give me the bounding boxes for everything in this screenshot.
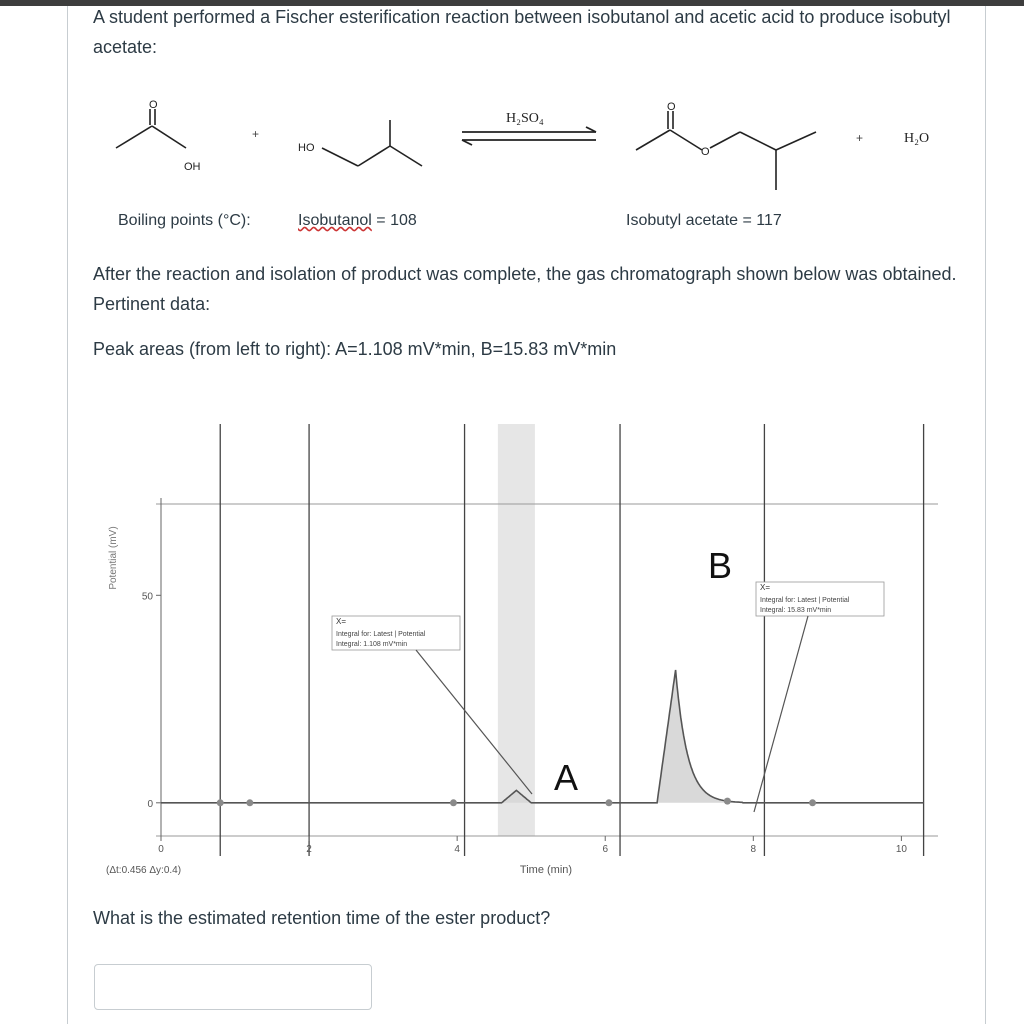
peak-b-fill [657, 670, 742, 803]
peak-a-annotation-marker: X= [336, 617, 347, 626]
chromatograph-intro: After the reaction and isolation of product was complete, the gas chromatograph shown below was obtained. Pertinent data: [93, 264, 957, 314]
peak-a-annotation-line1: Integral for: Latest | Potential [336, 631, 426, 638]
ester-carbonyl-o: O [667, 101, 676, 113]
peak-b-letter: B [708, 545, 733, 586]
trace-marker-3 [605, 799, 612, 806]
content-right-border [985, 6, 986, 1024]
acid-carbonyl-o: O [149, 99, 158, 111]
question-prompt: What is the estimated retention time of the ester product? [93, 908, 551, 928]
plus-sign-1: + [252, 127, 260, 141]
x-axis-label: Time (min) [519, 864, 573, 876]
answer-input[interactable] [94, 964, 372, 1010]
trace-marker-5 [809, 799, 816, 806]
x-tick-label-4: 4 [454, 844, 460, 855]
peak-b-leader-line [754, 616, 808, 812]
boiling-point-ester: Isobutyl acetate = 117 [626, 212, 782, 229]
isobutanol-name: Isobutanol [298, 212, 372, 229]
peak-b-annotation-line1: Integral for: Latest | Potential [760, 597, 850, 604]
x-tick-label-0: 0 [158, 844, 164, 855]
peak-areas-text: Peak areas (from left to right): A=1.108 mV*min, B=15.83 mV*min [93, 339, 617, 359]
x-tick-label-10: 10 [895, 844, 907, 855]
catalyst-label: H₂SO₄ [506, 111, 544, 126]
x-tick-label-8: 8 [750, 844, 757, 855]
peak-a-annotation-box [332, 616, 460, 650]
isobutanol-bp-value: = 108 [371, 212, 417, 229]
boiling-points-label: Boiling points (°C): [118, 212, 251, 229]
trace-marker-4 [724, 798, 731, 805]
peak-a-letter: A [554, 757, 579, 798]
trace-marker-2 [450, 799, 457, 806]
peak-a-annotation-line2: Integral: 1.108 mV*min [336, 641, 408, 648]
boiling-point-isobutanol [298, 212, 417, 230]
plus-sign-2: + [856, 131, 864, 145]
equilibrium-arrows [462, 127, 596, 145]
isobutanol-hydroxyl: HO [298, 142, 315, 154]
content-left-border [67, 6, 68, 1024]
y-tick-label-0: 0 [147, 798, 153, 810]
peak-b-annotation-marker: X= [760, 583, 771, 592]
x-tick-label-6: 6 [602, 844, 609, 855]
trace-marker-0 [217, 799, 224, 806]
y-tick-label-50: 50 [141, 591, 153, 603]
isobutanol-structure [322, 120, 422, 166]
delta-readout: (Δt:0.456 Δy:0.4) [106, 865, 182, 876]
reaction-scheme [100, 78, 960, 198]
trace-marker-1 [246, 799, 253, 806]
acetic-acid-structure [116, 109, 186, 148]
x-tick-label-2: 2 [306, 844, 312, 855]
water-label: H₂O [904, 131, 930, 146]
gas-chromatogram [96, 418, 946, 888]
peak-b-annotation-box [756, 582, 884, 616]
question-intro: A student performed a Fischer esterification reaction between isobutanol and acetic acid to produce isobutyl acetate: [93, 7, 951, 57]
ester-oxygen: O [701, 146, 710, 158]
peak-b-annotation-line2: Integral: 15.83 mV*min [760, 607, 832, 614]
y-axis-label: Potential (mV) [108, 526, 119, 590]
isobutyl-acetate-structure [636, 111, 816, 190]
acid-hydroxyl: OH [184, 161, 201, 173]
signal-trace [161, 670, 924, 803]
